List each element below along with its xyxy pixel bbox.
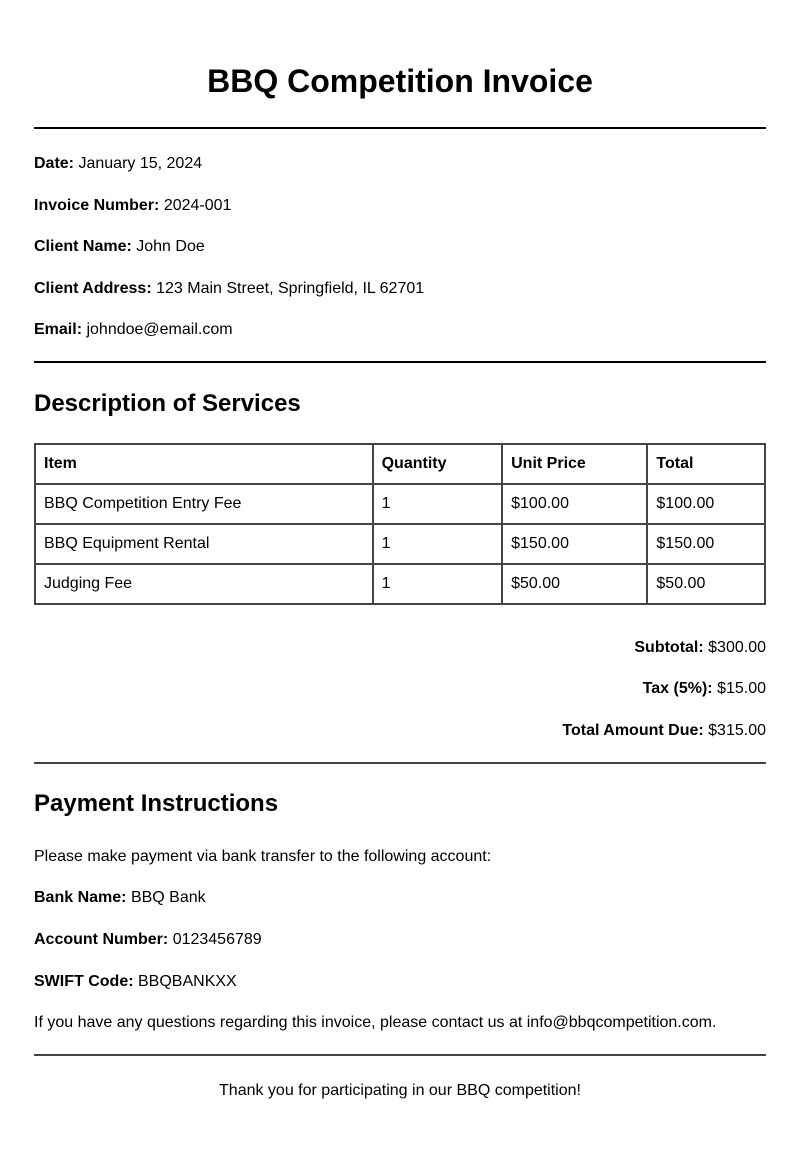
account-number-label: Account Number:: [34, 931, 169, 948]
details-divider: [34, 361, 766, 363]
total-due-value: $315.00: [708, 722, 766, 739]
item-cell: BBQ Competition Entry Fee: [35, 484, 373, 524]
services-table-header-row: [35, 444, 765, 484]
client-name-line: [34, 237, 205, 257]
thank-you-message: Thank you for participating in our BBQ competition!: [219, 1082, 581, 1099]
column-header-item: Item: [35, 444, 373, 484]
date-label: Date:: [34, 155, 75, 172]
email-line: [34, 320, 233, 340]
item-cell: BBQ Equipment Rental: [35, 524, 373, 564]
total-cell: $100.00: [647, 484, 765, 524]
client-name-label: Client Name:: [34, 238, 132, 255]
totals-divider: [34, 762, 766, 764]
bank-name-label: Bank Name:: [34, 889, 127, 906]
invoice-number-line: [34, 196, 231, 216]
total-cell: $150.00: [647, 524, 765, 564]
services-table: [34, 443, 766, 605]
column-header-unit-price: Unit Price: [502, 444, 647, 484]
column-header-total: Total: [647, 444, 765, 484]
total-due-line: [562, 721, 766, 741]
tax-line: [643, 679, 766, 699]
client-address-line: [34, 279, 424, 299]
table-row: [35, 524, 765, 564]
invoice-number-value: 2024-001: [163, 197, 232, 214]
total-due-label: Total Amount Due:: [562, 722, 704, 739]
account-number-line: [34, 930, 262, 950]
item-cell: Judging Fee: [35, 564, 373, 604]
bank-name-line: [34, 888, 206, 908]
invoice-number-label: Invoice Number:: [34, 197, 160, 214]
tax-value: $15.00: [717, 680, 766, 697]
quantity-cell: 1: [373, 564, 503, 604]
client-address-label: Client Address:: [34, 280, 152, 297]
email-label: Email:: [34, 321, 83, 338]
subtotal-line: [634, 638, 766, 658]
client-name-value: John Doe: [136, 238, 205, 255]
unit-price-cell: $150.00: [502, 524, 647, 564]
payment-intro: Please make payment via bank transfer to the following account:: [34, 848, 492, 865]
quantity-cell: 1: [373, 484, 503, 524]
date-value: January 15, 2024: [78, 155, 203, 172]
table-row: [35, 564, 765, 604]
swift-code-label: SWIFT Code:: [34, 973, 134, 990]
services-heading: Description of Services: [34, 390, 301, 417]
header-divider: [34, 127, 766, 129]
date-line: [34, 154, 202, 174]
tax-label: Tax (5%):: [642, 680, 713, 697]
unit-price-cell: $100.00: [502, 484, 647, 524]
account-number-value: 0123456789: [172, 931, 262, 948]
email-value: johndoe@email.com: [86, 321, 233, 338]
swift-code-value: BBQBANKXX: [138, 973, 237, 990]
quantity-cell: 1: [373, 524, 503, 564]
subtotal-label: Subtotal:: [634, 639, 704, 656]
client-address-value: 123 Main Street, Springfield, IL 62701: [156, 280, 425, 297]
swift-code-line: [34, 972, 237, 992]
unit-price-cell: $50.00: [502, 564, 647, 604]
subtotal-value: $300.00: [708, 639, 766, 656]
column-header-quantity: Quantity: [373, 444, 503, 484]
bank-name-value: BBQ Bank: [130, 889, 206, 906]
invoice-title: BBQ Competition Invoice: [207, 63, 593, 99]
contact-note: If you have any questions regarding this invoice, please contact us at info@bbqcompetition.com.: [34, 1014, 717, 1031]
footer-divider: [34, 1054, 766, 1056]
payment-heading: Payment Instructions: [34, 790, 279, 817]
total-cell: $50.00: [647, 564, 765, 604]
table-row: [35, 484, 765, 524]
